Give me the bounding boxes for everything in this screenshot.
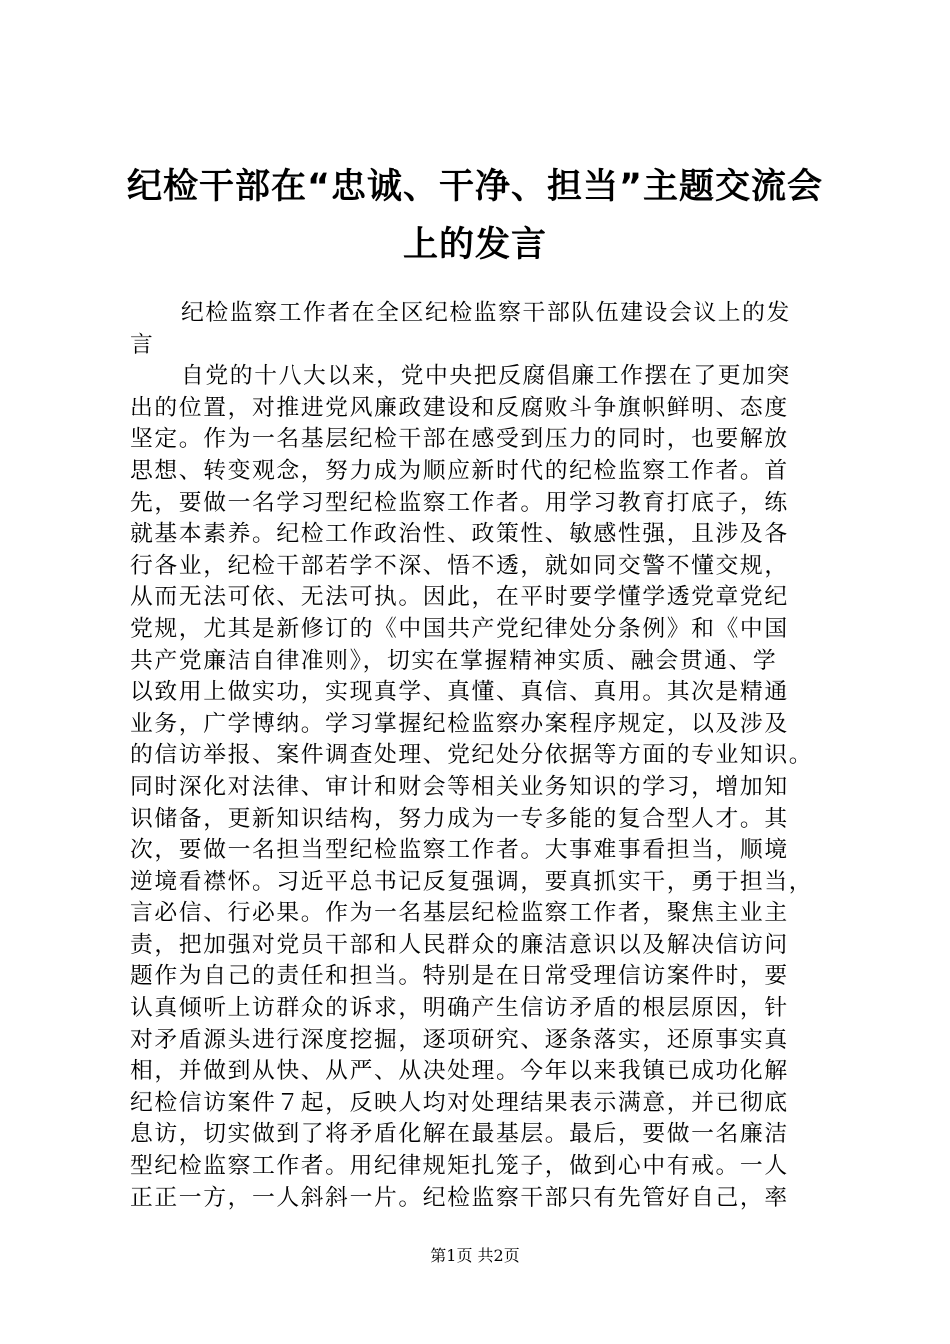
subtitle-line: 纪检监察工作者在全区纪检监察干部队伍建设会议上的发 [181, 300, 791, 326]
title-line-2: 上的发言 [402, 225, 547, 265]
paragraph-line: 先，要做一名学习型纪检监察工作者。用学习教育打底子，练 [130, 489, 789, 516]
paragraph-line: 题作为自己的责任和担当。特别是在日常受理信访案件时，要 [130, 963, 789, 990]
paragraph-line: 对矛盾源头进行深度挖掘，逐项研究、逐条落实，还原事实真 [130, 1026, 789, 1053]
paragraph-line: 思想、转变观念，努力成为顺应新时代的纪检监察工作者。首 [130, 457, 789, 484]
paragraph-line: 行各业，纪检干部若学不深、悟不透，就如同交警不懂交规， [130, 552, 789, 579]
paragraph-line: 正正一方，一人斜斜一片。纪检监察干部只有先管好自己，率 [130, 1184, 789, 1211]
page-number-footer: 第1页 共2页 [430, 1246, 520, 1265]
paragraph-line: 的信访举报、案件调查处理、党纪处分依据等方面的专业知识。 [130, 742, 814, 769]
paragraph-line: 纪检信访案件７起，反映人均对处理结果表示满意，并已彻底 [130, 1089, 789, 1116]
paragraph-line: 业务，广学博纳。学习掌握纪检监察办案程序规定，以及涉及 [130, 710, 789, 737]
paragraph-line: 以致用上做实功，实现真学、真懂、真信、真用。其次是精通 [130, 679, 789, 706]
paragraph-line: 自党的十八大以来，党中央把反腐倡廉工作摆在了更加突 [181, 363, 791, 390]
document-title [100, 158, 850, 274]
paragraph-line: 相，并做到从快、从严、从决处理。今年以来我镇已成功化解 [130, 1058, 789, 1085]
paragraph-line: 息访，切实做到了将矛盾化解在最基层。最后，要做一名廉洁 [130, 1121, 789, 1148]
title-line-1: 纪检干部在“忠诚、干净、担当”主题交流会 [126, 167, 823, 207]
paragraph-line: 言必信、行必果。作为一名基层纪检监察工作者，聚焦主业主 [130, 900, 789, 927]
paragraph-line: 共产党廉洁自律准则》，切实在掌握精神实质、融会贯通、学 [130, 647, 778, 674]
paragraph-line: 同时深化对法律、审计和财会等相关业务知识的学习，增加知 [130, 773, 789, 800]
paragraph-line: 认真倾听上访群众的诉求，明确产生信访矛盾的根层原因，针 [130, 995, 789, 1022]
paragraph-line: 识储备，更新知识结构，努力成为一专多能的复合型人才。其 [130, 805, 789, 832]
paragraph-line: 党规，尤其是新修订的《中国共产党纪律处分条例》和《中国 [130, 615, 789, 642]
paragraph-line: 出的位置，对推进党风廉政建设和反腐败斗争旗帜鲜明、态度 [130, 394, 789, 421]
paragraph-line: 从而无法可依、无法可执。因此，在平时要学懂学透党章党纪 [130, 584, 789, 611]
subtitle-line: 言 [130, 331, 155, 358]
paragraph-line: 逆境看襟怀。习近平总书记反复强调，要真抓实干，勇于担当， [130, 868, 814, 895]
paragraph-line: 责，把加强对党员干部和人民群众的廉洁意识以及解决信访问 [130, 931, 789, 958]
paragraph-line: 就基本素养。纪检工作政治性、政策性、敏感性强，且涉及各 [130, 521, 789, 548]
paragraph-line: 型纪检监察工作者。用纪律规矩扎笼子，做到心中有戒。一人 [130, 1153, 789, 1180]
paragraph-line: 坚定。作为一名基层纪检干部在感受到压力的同时，也要解放 [130, 426, 789, 453]
paragraph-line: 次，要做一名担当型纪检监察工作者。大事难事看担当，顺境 [130, 837, 789, 864]
document-body [130, 298, 830, 1214]
